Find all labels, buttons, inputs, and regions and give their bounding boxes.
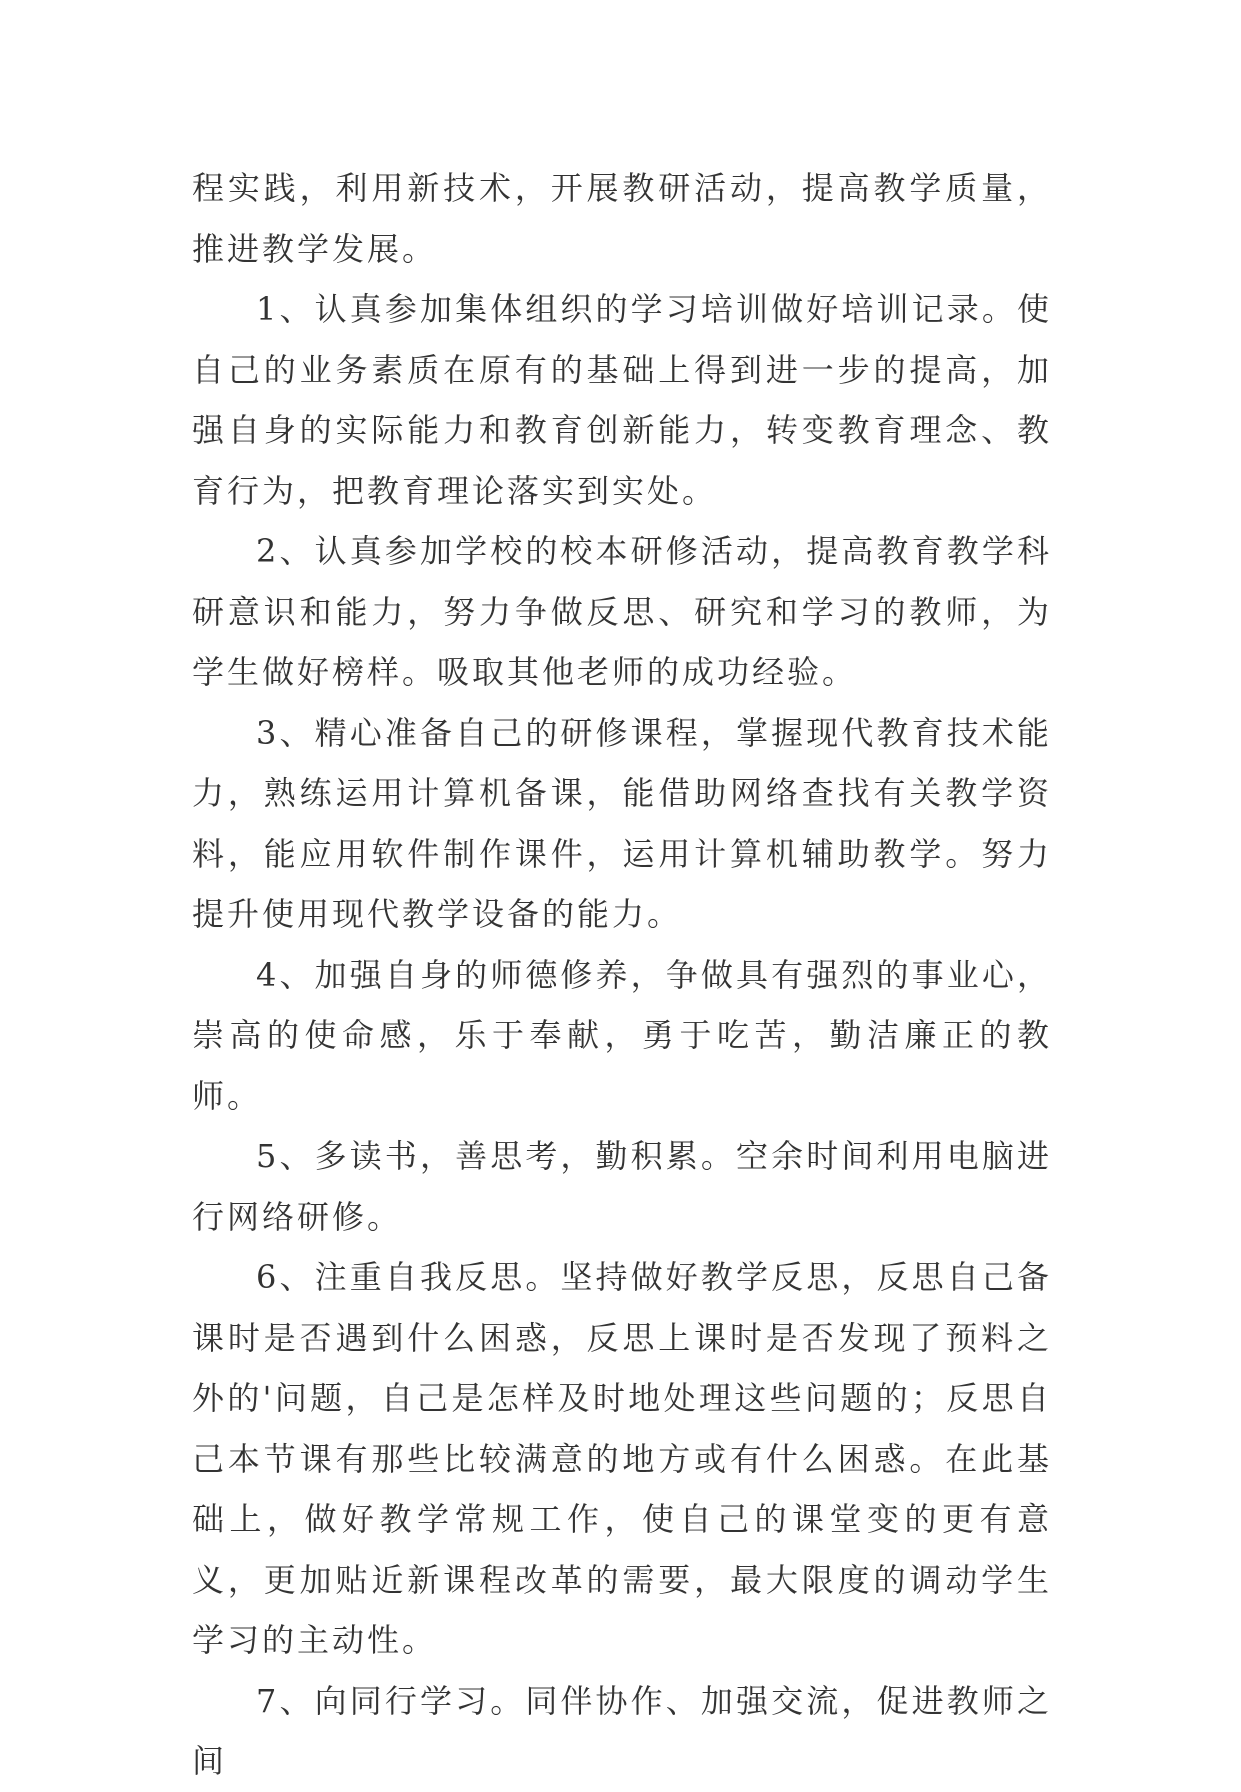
paragraph-item-6: 6、注重自我反思。坚持做好教学反思，反思自己备课时是否遇到什么困惑，反思上课时是否发现了预料之外的'问题，自己是怎样及时地处理这些问题的；反思自己本节课有那些比较满意的地方或有什么困惑。在此基础上，做好教学常规工作，使自己的课堂变的更有意义，更加贴近新课程改革的需要，最大限度的调动学生学习的主动性。 (192, 1258, 1052, 1659)
paragraph-item-2: 2、认真参加学校的校本研修活动，提高教育教学科研意识和能力，努力争做反思、研究和学习的教师，为学生做好榜样。吸取其他老师的成功经验。 (192, 532, 1052, 691)
paragraph-item-3: 3、精心准备自己的研修课程，掌握现代教育技术能力，熟练运用计算机备课，能借助网络查找有关教学资料，能应用软件制作课件，运用计算机辅助教学。努力提升使用现代教学设备的能力。 (192, 713, 1052, 933)
document-body (192, 158, 1052, 1792)
paragraph-continuation: 程实践，利用新技术，开展教研活动，提高教学质量，推进教学发展。 (192, 169, 1052, 268)
paragraph-item-7: 7、向同行学习。同伴协作、加强交流，促进教师之间 (192, 1681, 1052, 1780)
paragraph-item-1: 1、认真参加集体组织的学习培训做好培训记录。使自己的业务素质在原有的基础上得到进一步的提高，加强自身的实际能力和教育创新能力，转变教育理念、教育行为，把教育理论落实到实处。 (192, 290, 1052, 510)
paragraph-item-5: 5、多读书，善思考，勤积累。空余时间利用电脑进行网络研修。 (192, 1137, 1052, 1236)
paragraph-item-4: 4、加强自身的师德修养，争做具有强烈的事业心，崇高的使命感，乐于奉献，勇于吃苦，勤洁廉正的教师。 (192, 955, 1052, 1115)
